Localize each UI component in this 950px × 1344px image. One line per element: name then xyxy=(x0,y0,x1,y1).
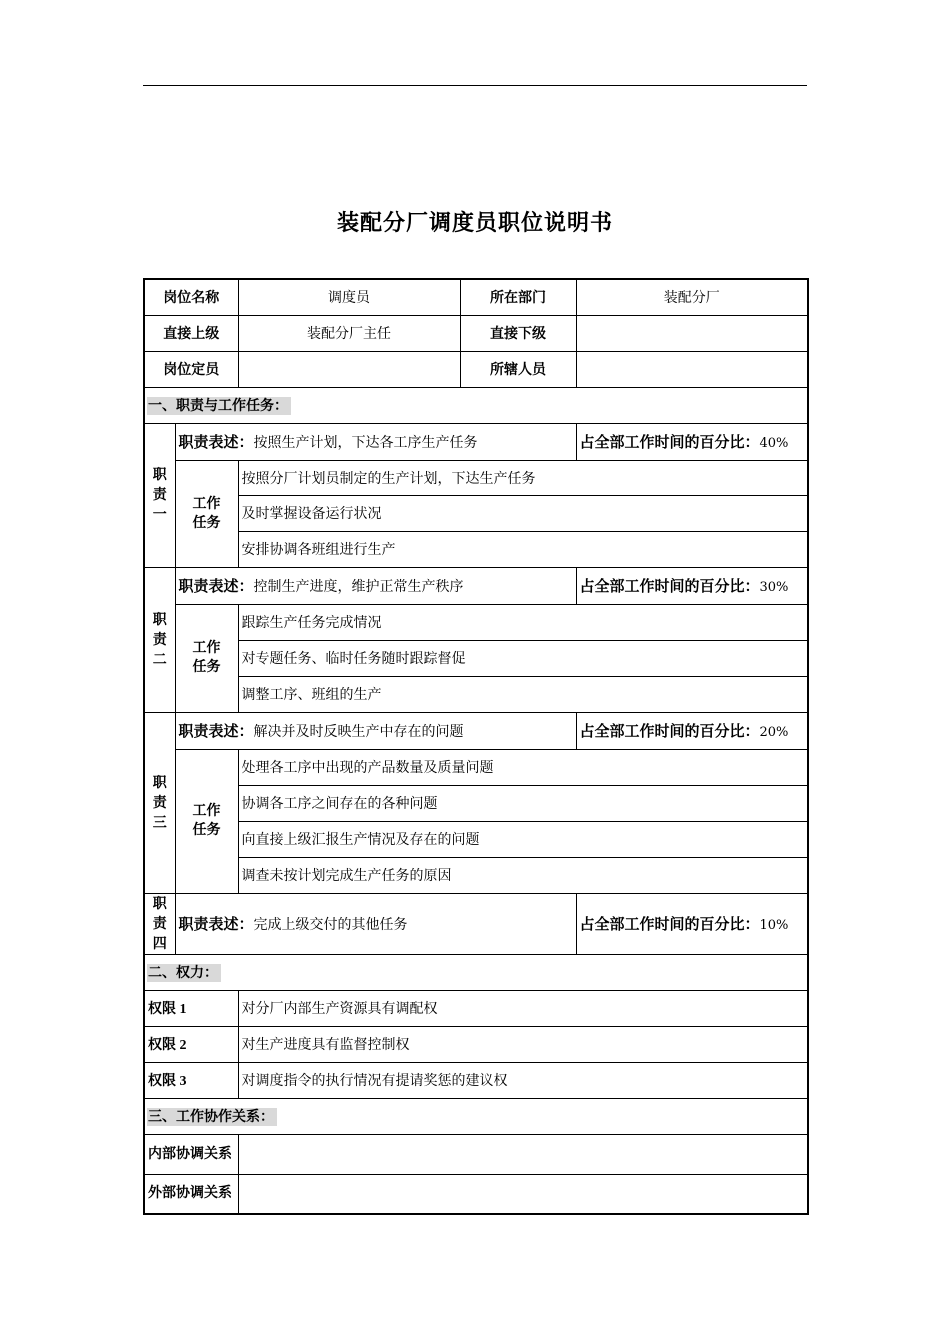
duty3-task-2: 协调各工序之间存在的各种问题 xyxy=(238,785,808,821)
duty1-task-2: 及时掌握设备运行状况 xyxy=(238,495,808,531)
duty3-task-row xyxy=(144,785,808,821)
section1-heading-text: 一、职责与工作任务： xyxy=(147,397,291,415)
section2-row xyxy=(144,954,808,990)
direct-subordinate-value xyxy=(576,315,808,351)
task-heading-line: 任务 xyxy=(192,659,221,675)
duty2-task-row xyxy=(144,676,808,712)
position-name-label: 岗位名称 xyxy=(144,279,238,315)
duty3-description xyxy=(175,712,576,749)
header-rule xyxy=(143,85,807,86)
header-row-3 xyxy=(144,351,808,387)
duty4-name xyxy=(144,893,175,954)
duty3-task-row xyxy=(144,821,808,857)
duty4-percentage xyxy=(576,893,808,954)
duty2-desc-row xyxy=(144,567,808,604)
task-heading-line: 工作 xyxy=(192,640,221,656)
duty4-name-char: 责 xyxy=(152,915,167,932)
section2-heading xyxy=(144,954,808,990)
duty2-task-2: 对专题任务、临时任务随时跟踪督促 xyxy=(238,640,808,676)
duty4-description xyxy=(175,893,576,954)
duty2-percentage xyxy=(576,567,808,604)
duty1-desc-row xyxy=(144,423,808,460)
duty1-pct-value: 40% xyxy=(759,436,789,451)
duty1-description xyxy=(175,423,576,460)
duty2-description xyxy=(175,567,576,604)
department-value: 装配分厂 xyxy=(576,279,808,315)
duty2-task-row xyxy=(144,604,808,640)
task-heading-line: 工作 xyxy=(192,803,221,819)
section2-heading-text: 二、权力： xyxy=(147,964,221,982)
section3-row xyxy=(144,1098,808,1134)
duty3-task-row xyxy=(144,857,808,893)
task-heading-line: 任务 xyxy=(192,514,221,531)
headcount-value xyxy=(238,351,460,387)
duty1-name xyxy=(144,423,175,567)
duty1-task-3: 安排协调各班组进行生产 xyxy=(238,531,808,567)
duty2-desc-label: 职责表述： xyxy=(178,577,254,595)
duty3-name xyxy=(144,712,175,893)
duty1-desc-text: 按照生产计划，下达各工序生产任务 xyxy=(253,435,478,451)
authority-2-text: 对生产进度具有监督控制权 xyxy=(238,1026,808,1062)
duty2-name xyxy=(144,567,175,712)
task-heading-line: 工作 xyxy=(192,495,221,512)
managed-staff-value xyxy=(576,351,808,387)
authority-row xyxy=(144,990,808,1026)
relation-row xyxy=(144,1174,808,1214)
duty4-desc-label: 职责表述： xyxy=(178,915,254,933)
duty4-pct-value: 10% xyxy=(759,918,789,933)
duty1-desc-label: 职责表述： xyxy=(178,433,254,451)
duty3-task-heading xyxy=(175,749,238,893)
relation-row xyxy=(144,1134,808,1174)
duty3-task-3: 向直接上级汇报生产情况及存在的问题 xyxy=(238,821,808,857)
duty3-desc-label: 职责表述： xyxy=(178,722,254,740)
section3-heading-text: 三、工作协作关系： xyxy=(147,1108,277,1126)
duty1-task-row xyxy=(144,495,808,531)
duty3-name-char: 职 xyxy=(152,774,167,791)
internal-relations-value xyxy=(238,1134,808,1174)
duty2-name-char: 责 xyxy=(152,631,167,648)
job-description-table xyxy=(143,278,809,1215)
duty2-desc-text: 控制生产进度，维护正常生产秩序 xyxy=(253,579,464,595)
external-relations-value xyxy=(238,1174,808,1214)
direct-subordinate-label: 直接下级 xyxy=(460,315,576,351)
authority-1-text: 对分厂内部生产资源具有调配权 xyxy=(238,990,808,1026)
authority-2-label: 权限 2 xyxy=(144,1026,238,1062)
duty3-task-row xyxy=(144,749,808,785)
duty4-pct-label: 占全部工作时间的百分比： xyxy=(579,915,760,933)
authority-3-text: 对调度指令的执行情况有提请奖惩的建议权 xyxy=(238,1062,808,1098)
duty1-name-char: 责 xyxy=(152,487,167,503)
duty3-pct-value: 20% xyxy=(759,725,789,740)
duty1-task-row xyxy=(144,460,808,495)
section1-heading xyxy=(144,387,808,423)
document-title: 装配分厂调度员职位说明书 xyxy=(336,211,613,236)
duty4-desc-text: 完成上级交付的其他任务 xyxy=(253,917,408,933)
duty2-task-heading xyxy=(175,604,238,712)
duty2-pct-value: 30% xyxy=(759,580,789,595)
department-label: 所在部门 xyxy=(460,279,576,315)
authority-1-label: 权限 1 xyxy=(144,990,238,1026)
duty1-task-1: 按照分厂计划员制定的生产计划，下达生产任务 xyxy=(238,460,808,495)
duty3-pct-label: 占全部工作时间的百分比： xyxy=(579,722,760,740)
headcount-label: 岗位定员 xyxy=(144,351,238,387)
authority-row xyxy=(144,1026,808,1062)
duty3-desc-row xyxy=(144,712,808,749)
duty3-task-4: 调查未按计划完成生产任务的原因 xyxy=(238,857,808,893)
duty3-desc-text: 解决并及时反映生产中存在的问题 xyxy=(253,724,464,740)
duty2-name-char: 职 xyxy=(152,611,167,628)
authority-3-label: 权限 3 xyxy=(144,1062,238,1098)
direct-superior-value: 装配分厂主任 xyxy=(238,315,460,351)
duty3-percentage xyxy=(576,712,808,749)
duty4-name-char: 四 xyxy=(152,935,167,952)
duty3-name-char: 三 xyxy=(152,814,167,831)
duty1-name-char: 一 xyxy=(152,507,167,523)
section1-row xyxy=(144,387,808,423)
header-row-2 xyxy=(144,315,808,351)
internal-relations-label: 内部协调关系 xyxy=(144,1134,238,1174)
position-name-value: 调度员 xyxy=(238,279,460,315)
duty4-desc-row xyxy=(144,893,808,954)
duty2-task-1: 跟踪生产任务完成情况 xyxy=(238,604,808,640)
task-heading-line: 任务 xyxy=(192,822,221,838)
duty1-percentage xyxy=(576,423,808,460)
duty1-task-row xyxy=(144,531,808,567)
authority-row xyxy=(144,1062,808,1098)
duty2-task-row xyxy=(144,640,808,676)
duty1-task-heading xyxy=(175,460,238,567)
duty3-task-1: 处理各工序中出现的产品数量及质量问题 xyxy=(238,749,808,785)
managed-staff-label: 所辖人员 xyxy=(460,351,576,387)
direct-superior-label: 直接上级 xyxy=(144,315,238,351)
duty2-name-char: 二 xyxy=(152,651,167,668)
duty4-name-char: 职 xyxy=(152,895,167,912)
duty2-task-3: 调整工序、班组的生产 xyxy=(238,676,808,712)
external-relations-label: 外部协调关系 xyxy=(144,1174,238,1214)
duty2-pct-label: 占全部工作时间的百分比： xyxy=(579,577,760,595)
header-row-1 xyxy=(144,279,808,315)
duty1-pct-label: 占全部工作时间的百分比： xyxy=(579,433,760,451)
section3-heading xyxy=(144,1098,808,1134)
duty3-name-char: 责 xyxy=(152,794,167,811)
duty1-name-char: 职 xyxy=(152,467,167,483)
